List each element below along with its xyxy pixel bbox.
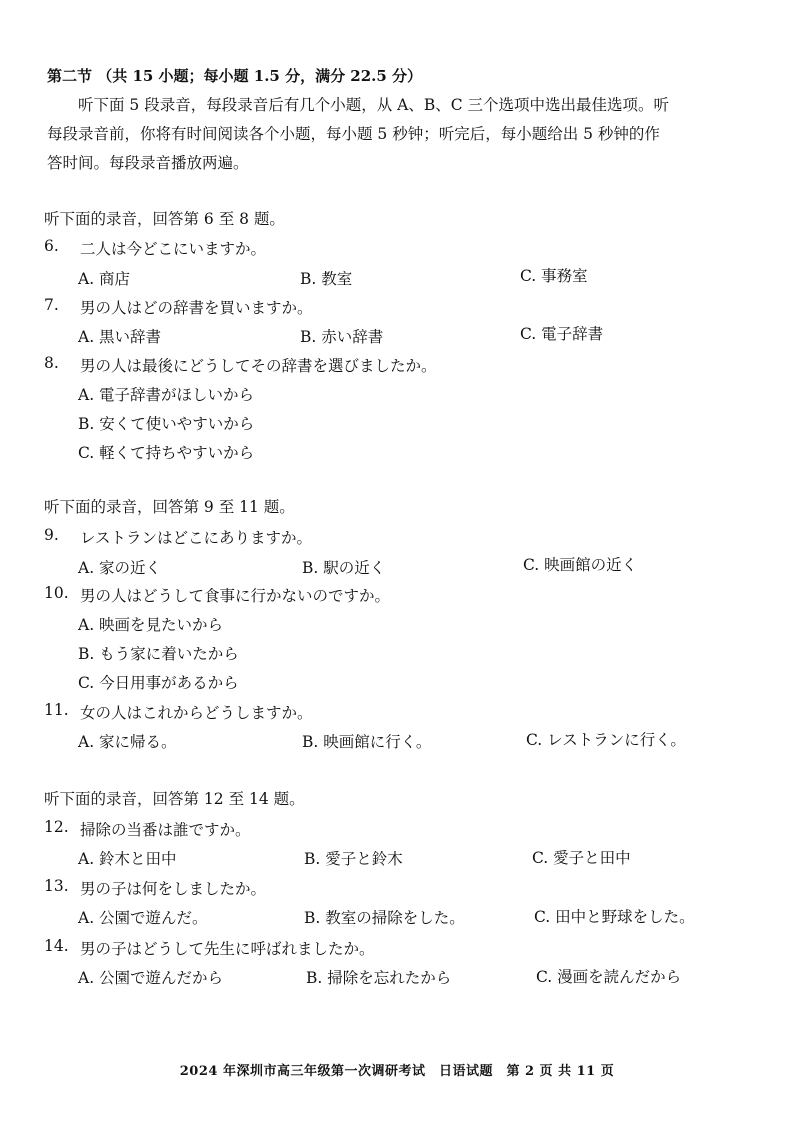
page-footer: 2024 年深圳市高三年级第一次调研考试 日语试题 第 2 页 共 11 页 [179, 1064, 615, 1079]
option-b: B. 教室 [300, 270, 353, 288]
question-text: 掃除の当番は誰ですか。 [80, 821, 251, 839]
question-text: 二人は今どこにいますか。 [80, 240, 267, 258]
option-b: B. 掃除を忘れたから [306, 969, 452, 987]
question-number: 13. [44, 877, 69, 895]
option-b: B. 赤い辞書 [300, 328, 384, 346]
option-c: C. 事務室 [520, 267, 588, 285]
question-number: 10. [44, 584, 69, 602]
question-text: 男の子は何をしましたか。 [80, 880, 267, 898]
question-number: 12. [44, 818, 69, 836]
section-title: 第二节 （共 15 小题；每小题 1.5 分，满分 22.5 分） [47, 67, 423, 85]
instruction-line-3: 答时间。每段录音播放两遍。 [47, 154, 249, 172]
option-c: C. 軽くて持ちやすいから [78, 444, 255, 462]
option-a: A. 公園で遊んだ。 [78, 909, 208, 927]
option-c: C. 電子辞書 [520, 325, 604, 343]
option-b: B. 愛子と鈴木 [304, 850, 403, 868]
option-c: C. 今日用事があるから [78, 674, 239, 692]
option-a: A. 鈴木と田中 [78, 850, 177, 868]
option-c: C. 映画館の近く [523, 556, 638, 574]
group-heading: 听下面的录音，回答第 9 至 11 题。 [44, 498, 295, 516]
option-c: C. 漫画を読んだから [536, 968, 682, 986]
group-heading: 听下面的录音，回答第 12 至 14 题。 [44, 790, 305, 808]
option-b: B. 安くて使いやすいから [78, 415, 255, 433]
option-b: B. もう家に着いたから [78, 645, 239, 663]
option-c: C. 田中と野球をした。 [534, 908, 695, 926]
option-c: C. 愛子と田中 [532, 849, 631, 867]
question-number: 7. [44, 296, 59, 314]
option-a: A. 商店 [78, 270, 131, 288]
instruction-line-2: 每段录音前，你将有时间阅读各个小题，每小题 5 秒钟；听完后，每小题给出 5 秒钟的作 [47, 125, 660, 143]
question-text: 男の人はどの辞書を買いますか。 [80, 299, 313, 317]
option-a: A. 家に帰る。 [78, 733, 177, 751]
question-text: 男の子はどうして先生に呼ばれましたか。 [80, 940, 375, 958]
option-b: B. 駅の近く [302, 559, 386, 577]
option-c: C. レストランに行く。 [526, 731, 686, 749]
option-a: A. 公園で遊んだから [78, 969, 224, 987]
question-number: 14. [44, 937, 69, 955]
question-number: 8. [44, 354, 59, 372]
option-a: A. 電子辞書がほしいから [78, 386, 255, 404]
option-a: A. 映画を見たいから [78, 616, 224, 634]
question-text: レストランはどこにありますか。 [80, 529, 313, 547]
option-b: B. 映画館に行く。 [302, 733, 432, 751]
question-text: 男の人は最後にどうしてその辞書を選びましたか。 [80, 357, 437, 375]
question-text: 女の人はこれからどうしますか。 [80, 704, 313, 722]
option-b: B. 教室の掃除をした。 [304, 909, 465, 927]
option-a: A. 黒い辞書 [78, 328, 162, 346]
instruction-line-1: 听下面 5 段录音，每段录音后有几个小题，从 A、B、C 三个选项中选出最佳选项。听 [78, 96, 670, 114]
question-number: 6. [44, 237, 59, 255]
question-text: 男の人はどうして食事に行かないのですか。 [80, 587, 391, 605]
option-a: A. 家の近く [78, 559, 162, 577]
group-heading: 听下面的录音，回答第 6 至 8 题。 [44, 210, 285, 228]
question-number: 9. [44, 526, 59, 544]
question-number: 11. [44, 701, 69, 719]
